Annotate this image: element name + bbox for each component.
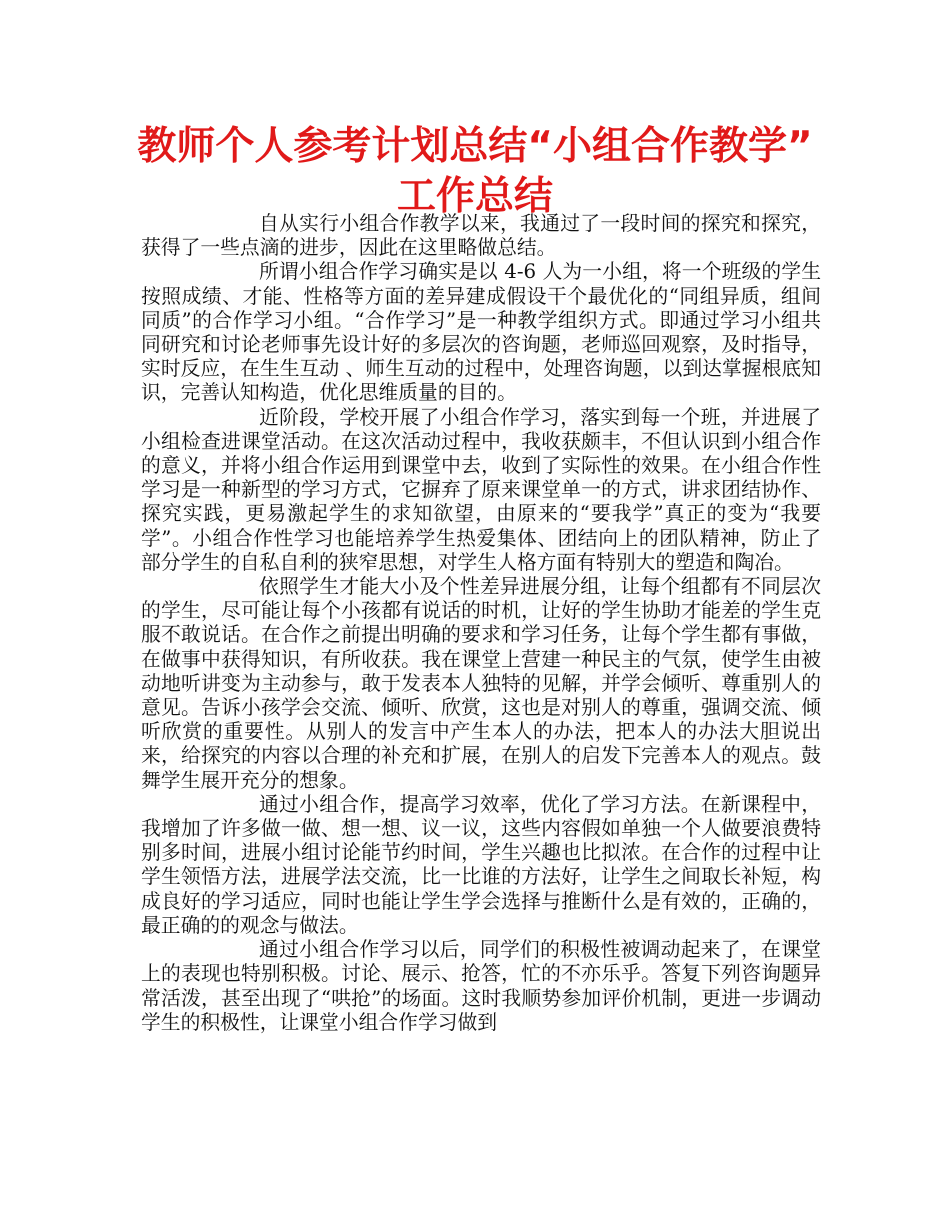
paragraph-1: 自从实行小组合作教学以来，我通过了一段时间的探究和探究，获得了一些点滴的进步，因此在这里略做总结。 (141, 212, 821, 260)
paragraph-5: 通过小组合作，提高学习效率，优化了学习方法。在新课程中，我增加了许多做一做、想一想、议一议，这些内容假如单独一个人做要浪费特别多时间，进展小组讨论能节约时间，学生兴趣也比拟浓。在合作的过程中让学生领悟方法，进展学法交流，比一比谁的方法好，让学生之间取长补短，构成良好的学习适应，同时也能让学生学会选择与推断什么是有效的，正确的，最正确的的观念与做法。 (141, 792, 821, 937)
document-body (141, 212, 821, 1035)
document-title-line-1: 教师个人参考计划总结“小组合作教学” (137, 124, 813, 169)
paragraph-3: 近阶段，学校开展了小组合作学习，落实到每一个班，并进展了小组检查进课堂活动。在这次活动过程中，我收获颇丰，不但认识到小组合作的意义，并将小组合作运用到课堂中去，收到了实际性的效果。在小组合作性学习是一种新型的学习方式，它摒弃了原来课堂单一的方式，讲求团结协作、探究实践，更易激起学生的求知欲望，由原来的“要我学”真正的变为“我要学”。小组合作性学习也能培养学生热爱集体、团结向上的团队精神，防止了部分学生的自私自利的狭窄思想，对学生人格方面有特别大的塑造和陶冶。 (141, 405, 821, 574)
paragraph-6: 通过小组合作学习以后，同学们的积极性被调动起来了，在课堂上的表现也特别积极。讨论、展示、抢答，忙的不亦乐乎。答复下列咨询题异常活泼，甚至出现了“哄抢”的场面。这时我顺势参加评价机制，更进一步调动学生的积极性，让课堂小组合作学习做到 (141, 938, 821, 1034)
paragraph-4: 依照学生才能大小及个性差异进展分组，让每个组都有不同层次的学生，尽可能让每个小孩都有说话的时机，让好的学生协助才能差的学生克服不敢说话。在合作之前提出明确的要求和学习任务，让每个学生都有事做，在做事中获得知识，有所收获。我在课堂上营建一种民主的气氛，使学生由被动地听讲变为主动参与，敢于发表本人独特的见解，并学会倾听、尊重别人的意见。告诉小孩学会交流、倾听、欣赏，这也是对别人的尊重，强调交流、倾听欣赏的重要性。从别人的发言中产生本人的办法，把本人的办法大胆说出来，给探究的内容以合理的补充和扩展，在别人的启发下完善本人的观点。鼓舞学生展开充分的想象。 (141, 575, 821, 792)
paragraph-2: 所谓小组合作学习确实是以 4-6 人为一小组，将一个班级的学生按照成绩、才能、性格等方面的差异建成假设干个最优化的“同组异质，组间同质”的合作学习小组。“合作学习”是一种教学组织方式。即通过学习小组共同研究和讨论老师事先设计好的多层次的咨询题，老师巡回观察，及时指导，实时反应，在生生互动 、师生互动的过程中，处理咨询题，以到达掌握根底知识，完善认知构造，优化思维质量的目的。 (141, 260, 821, 405)
document-title-line-2: 工作总结 (396, 174, 553, 219)
